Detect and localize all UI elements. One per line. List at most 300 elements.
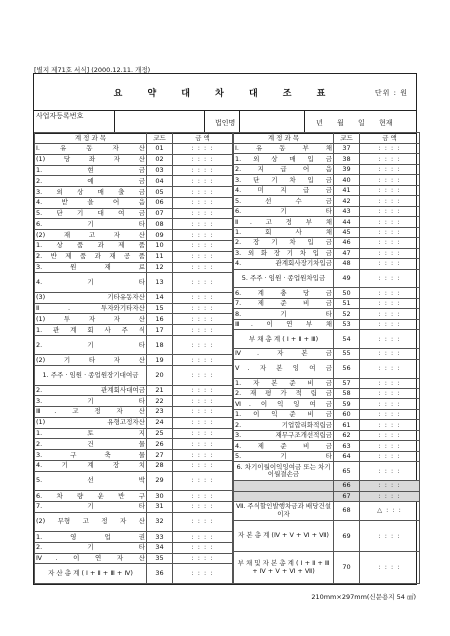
amount-field[interactable]: : : : : — [173, 187, 233, 198]
amount-field[interactable]: : : : : — [360, 206, 420, 216]
table-row — [35, 154, 233, 165]
account-code: 40 — [334, 175, 360, 185]
table-row — [35, 165, 233, 176]
table-row — [35, 241, 233, 252]
table-row — [35, 450, 233, 461]
account-code: 38 — [334, 154, 360, 164]
account-name: 4. 받 을 어 음 — [36, 198, 145, 207]
table-row — [234, 164, 420, 174]
table-row — [234, 206, 420, 216]
account-name: Ⅱ. 고 정 부 채 — [235, 217, 332, 226]
account-header: 계 정 과 목 — [35, 133, 147, 144]
account-name — [234, 481, 334, 491]
account-name: 4. 미 지 급 금 — [235, 186, 332, 195]
table-row — [234, 309, 420, 319]
account-code: 67 — [334, 491, 360, 501]
account-code: 35 — [147, 553, 173, 564]
amount-field[interactable]: : : : : — [360, 175, 420, 185]
amount-field[interactable]: : : : : — [173, 325, 233, 336]
account-name: 1. 영 업 권 — [36, 532, 145, 541]
business-reg-label: 사업자등록번호 — [36, 112, 84, 120]
table-row — [35, 208, 233, 219]
account-code: 48 — [334, 259, 360, 269]
account-name: Ⅲ. 고 정 자 산 — [36, 407, 145, 416]
table-row — [35, 219, 233, 230]
account-name: 2. 건 물 — [36, 439, 145, 448]
account-code: 46 — [334, 238, 360, 248]
account-name: Ⅵ. 이 익 잉 여 금 — [235, 399, 332, 408]
account-name: 6. 차 량 운 반 구 — [36, 491, 145, 500]
account-name: 1. 자 본 준 비 금 — [235, 378, 332, 387]
table-row — [35, 335, 233, 354]
account-name: Ⅳ. 자 본 금 — [235, 349, 332, 358]
amount-field[interactable]: : : : : — [173, 197, 233, 208]
account-name: 3. 외 상 매 출 금 — [36, 187, 145, 196]
account-name — [234, 491, 334, 501]
account-code: 17 — [147, 325, 173, 336]
amount-field[interactable]: : : : : — [173, 241, 233, 252]
amount-field[interactable]: : : : : — [173, 262, 233, 273]
table-row — [234, 196, 420, 206]
account-name: 1. 현 금 — [36, 165, 145, 174]
account-code: 69 — [334, 520, 360, 551]
amount-field[interactable]: : : : : — [173, 407, 233, 418]
amount-field[interactable]: : : : : — [173, 417, 233, 428]
account-name: Ⅳ. 이 연 자 산 — [36, 554, 145, 563]
account-name: 2. 재 평 가 적 립 금 — [235, 389, 332, 398]
amount-field[interactable]: : : : : — [360, 319, 420, 329]
table-row — [234, 259, 420, 269]
account-name: 2. 관계회사대여금 — [36, 385, 145, 394]
account-name: 2. 기 타 — [35, 335, 147, 354]
account-code: 18 — [147, 335, 173, 354]
table-row — [234, 451, 420, 461]
amount-field[interactable]: : : : : — [173, 144, 233, 155]
account-name: I. 유 동 자 산 — [36, 144, 145, 153]
table-row — [234, 330, 420, 349]
account-name: 2. 기 타 — [36, 543, 145, 552]
account-name: (3) 기타유동자산 — [36, 293, 145, 302]
account-code: 03 — [147, 165, 173, 176]
table-row — [234, 238, 420, 248]
table-row — [234, 359, 420, 378]
account-header: 계 정 과 목 — [234, 133, 334, 144]
account-name: 4. 제 준 비 금 — [235, 441, 332, 450]
corp-name-label: 법인명 — [215, 119, 236, 127]
account-name: 1. 회 사 채 — [235, 227, 332, 236]
info-row — [34, 110, 416, 134]
table-row — [35, 292, 233, 303]
account-code: 24 — [147, 417, 173, 428]
account-name: 부 채 총 계 ( I + Ⅱ + Ⅲ) — [234, 330, 334, 349]
account-code: 58 — [334, 388, 360, 398]
account-name: 1. 이 익 준 비 금 — [235, 410, 332, 419]
table-row — [35, 355, 233, 366]
account-code: 61 — [334, 420, 360, 430]
amount-field[interactable]: : : : : — [173, 303, 233, 314]
amount-header: 금 액 — [173, 133, 233, 144]
amount-field[interactable]: : : : : — [173, 512, 233, 531]
account-name: (1) 당 좌 자 산 — [36, 155, 145, 164]
account-name: I. 유 동 부 채 — [235, 144, 332, 153]
table-row — [234, 248, 420, 258]
amount-field[interactable]: : : : : — [360, 185, 420, 195]
account-name: 1. 외 상 매 입 금 — [235, 154, 332, 163]
table-row — [35, 532, 233, 543]
account-name: (1) 투 자 자 산 — [36, 314, 145, 323]
account-name: Ⅲ. 이 연 부 채 — [235, 320, 332, 329]
account-code: 10 — [147, 241, 173, 252]
account-code: 52 — [334, 309, 360, 319]
amount-field[interactable]: : : : : — [173, 251, 233, 262]
account-name: 3. 단 기 차 입 금 — [235, 175, 332, 184]
account-name: 1. 상 품 과 제 품 — [36, 241, 145, 250]
table-row — [234, 502, 420, 521]
amount-field[interactable]: : : : : — [360, 430, 420, 440]
amount-field[interactable]: : : : : — [360, 552, 420, 584]
columns — [34, 132, 416, 584]
table-row — [234, 227, 420, 237]
account-code: 26 — [147, 439, 173, 450]
table-row — [35, 366, 233, 385]
amount-field[interactable]: : : : : — [360, 259, 420, 269]
table-row — [234, 298, 420, 308]
assets-header-row — [35, 133, 233, 144]
liabilities-header-row — [234, 133, 420, 144]
account-code: 54 — [334, 330, 360, 349]
amount-field[interactable]: : : : : — [360, 451, 420, 461]
table-row — [35, 439, 233, 450]
amount-field[interactable]: : : : : — [360, 269, 420, 288]
account-name: 1. 주주 · 임원 · 종업원장기대여금 — [35, 366, 147, 385]
account-name: (2) 재 고 자 산 — [36, 230, 145, 239]
account-code: 01 — [147, 144, 173, 155]
amount-field[interactable]: : : : : — [360, 520, 420, 551]
amount-field[interactable]: : : : : — [360, 491, 420, 501]
account-name: 7. 제 준 비 금 — [235, 299, 332, 308]
amount-field[interactable]: : : : : — [360, 217, 420, 227]
account-code: 70 — [334, 552, 360, 584]
account-code: 43 — [334, 206, 360, 216]
account-code: 07 — [147, 208, 173, 219]
table-row — [35, 144, 233, 155]
amount-field[interactable]: : : : : — [360, 154, 420, 164]
amount-field[interactable]: : : : : — [173, 564, 233, 584]
amount-field[interactable]: : : : : — [360, 359, 420, 378]
account-code: 62 — [334, 430, 360, 440]
table-row — [35, 564, 233, 584]
account-code: 66 — [334, 481, 360, 491]
amount-field[interactable]: : : : : — [173, 501, 233, 512]
amount-field[interactable]: : : : : — [173, 553, 233, 564]
amount-field[interactable]: : : : : — [173, 491, 233, 502]
table-row — [35, 460, 233, 471]
table-row — [234, 552, 420, 584]
amount-field[interactable]: : : : : — [173, 532, 233, 543]
table-row — [35, 176, 233, 187]
amount-field[interactable]: : : : : — [173, 460, 233, 471]
account-name: 2. 지 급 어 음 — [235, 165, 332, 174]
code-header: 코드 — [334, 133, 360, 144]
account-code: 39 — [334, 164, 360, 174]
table-row — [35, 407, 233, 418]
account-name: 5. 주주 · 임원 · 종업원차입금 — [234, 269, 334, 288]
account-code: 20 — [147, 366, 173, 385]
account-code: 63 — [334, 441, 360, 451]
account-code: 25 — [147, 428, 173, 439]
account-code: 44 — [334, 217, 360, 227]
amount-field[interactable]: : : : : — [173, 165, 233, 176]
account-name: 6. 차기이월이익잉여금 또는 차기이월결손금 — [234, 462, 334, 481]
amount-field[interactable]: : : : : — [173, 385, 233, 396]
amount-field[interactable]: : : : : — [360, 409, 420, 419]
amount-field[interactable]: : : : : — [360, 196, 420, 206]
account-code: 02 — [147, 154, 173, 165]
account-name: (2) 기 타 자 산 — [36, 355, 145, 364]
account-name: Ⅶ. 주식할인발행차금과 배당건설이자 — [234, 502, 334, 521]
account-code: 27 — [147, 450, 173, 461]
account-code: 13 — [147, 273, 173, 292]
balance-sheet-form — [33, 73, 417, 585]
account-code: 37 — [334, 144, 360, 154]
account-code: 53 — [334, 319, 360, 329]
table-row — [234, 491, 420, 501]
account-code: 28 — [147, 460, 173, 471]
amount-field[interactable]: : : : : — [360, 462, 420, 481]
account-code: 41 — [334, 185, 360, 195]
table-row — [234, 288, 420, 298]
table-row — [234, 269, 420, 288]
table-row — [35, 396, 233, 407]
table-row — [35, 553, 233, 564]
amount-field[interactable]: : : : : — [360, 288, 420, 298]
account-code: 12 — [147, 262, 173, 273]
account-name: 2. 장 기 차 입 금 — [235, 238, 332, 247]
account-code: 11 — [147, 251, 173, 262]
account-name: 5. 선 수 금 — [235, 196, 332, 205]
amount-field[interactable]: : : : : — [173, 219, 233, 230]
amount-field[interactable]: : : : : — [360, 399, 420, 409]
account-code: 32 — [147, 512, 173, 531]
table-row — [234, 420, 420, 430]
account-name: 2. 기업합리화적립금 — [235, 420, 332, 429]
amount-field[interactable]: : : : : — [360, 227, 420, 237]
table-row — [234, 481, 420, 491]
paper-size-footer: 210mm×297mm(신문용지 54 ㎠) — [311, 593, 416, 601]
amount-field[interactable]: : : : : — [173, 428, 233, 439]
account-name: 2. 반 제 품 과 재 공 품 — [36, 252, 145, 261]
table-row — [35, 187, 233, 198]
table-row — [234, 409, 420, 419]
table-row — [35, 230, 233, 241]
table-row — [35, 385, 233, 396]
account-name: 1. 관 계 회 사 주 식 — [36, 325, 145, 334]
account-code: 59 — [334, 399, 360, 409]
account-code: 31 — [147, 501, 173, 512]
account-code: 49 — [334, 269, 360, 288]
account-code: 08 — [147, 219, 173, 230]
amount-field[interactable]: : : : : — [173, 366, 233, 385]
table-row — [35, 512, 233, 531]
account-name: 4. 기 타 — [35, 273, 147, 292]
date-label: 년 월 일 현재 — [316, 119, 393, 127]
amount-field[interactable]: : : : : — [360, 441, 420, 451]
account-name: 3. 외 화 장 기 차 입 금 — [235, 248, 332, 257]
table-row — [234, 175, 420, 185]
account-code: 60 — [334, 409, 360, 419]
table-row — [35, 501, 233, 512]
account-name: 3. 구 축 물 — [36, 450, 145, 459]
account-code: 36 — [147, 564, 173, 584]
liabilities-column — [233, 132, 419, 584]
amount-field[interactable]: : : : : — [173, 396, 233, 407]
account-code: 23 — [147, 407, 173, 418]
table-row — [35, 273, 233, 292]
amount-field[interactable]: : : : : — [360, 330, 420, 349]
amount-field[interactable]: : : : : — [173, 230, 233, 241]
amount-field[interactable]: : : : : — [360, 309, 420, 319]
amount-field[interactable]: : : : : — [173, 439, 233, 450]
table-row — [35, 197, 233, 208]
table-row — [35, 303, 233, 314]
amount-field[interactable]: : : : : — [360, 248, 420, 258]
table-row — [234, 349, 420, 359]
account-name: 3. 원 재 료 — [36, 262, 145, 271]
account-code: 57 — [334, 378, 360, 388]
table-row — [234, 154, 420, 164]
account-name: 3. 재무구조개선적립금 — [235, 431, 332, 440]
account-code: 47 — [334, 248, 360, 258]
amount-field[interactable]: : : : : — [173, 450, 233, 461]
assets-table — [34, 132, 233, 584]
form-header — [34, 74, 416, 110]
account-name: 5. 기 타 — [235, 452, 332, 461]
table-row — [234, 319, 420, 329]
account-name: 6. 계 충 당 금 — [235, 288, 332, 297]
account-code: 55 — [334, 349, 360, 359]
account-name: 4. 기 계 장 치 — [36, 461, 145, 470]
account-code: 30 — [147, 491, 173, 502]
table-row — [234, 462, 420, 481]
amount-field[interactable]: : : : : — [360, 238, 420, 248]
amount-field[interactable]: : : : : — [360, 164, 420, 174]
account-name: (2) 무형 고 정 자 산 — [35, 512, 147, 531]
table-row — [234, 388, 420, 398]
table-row — [234, 378, 420, 388]
amount-field[interactable]: : : : : — [360, 144, 420, 154]
account-name: 6. 기 타 — [36, 219, 145, 228]
account-code: 34 — [147, 542, 173, 553]
table-row — [234, 185, 420, 195]
table-row — [234, 144, 420, 154]
amount-field[interactable]: : : : : — [173, 273, 233, 292]
table-row — [35, 471, 233, 490]
account-code: 09 — [147, 230, 173, 241]
table-row — [35, 491, 233, 502]
account-code: 56 — [334, 359, 360, 378]
table-row — [234, 441, 420, 451]
amount-field[interactable]: △ : : : — [360, 502, 420, 521]
account-code: 15 — [147, 303, 173, 314]
table-row — [35, 542, 233, 553]
account-name: 2. 예 금 — [36, 176, 145, 185]
amount-field[interactable]: : : : : — [173, 542, 233, 553]
account-name: 자 산 총 계 ( I + Ⅱ + Ⅲ + Ⅳ) — [35, 564, 147, 584]
account-code: 42 — [334, 196, 360, 206]
amount-field[interactable]: : : : : — [360, 420, 420, 430]
table-row — [35, 314, 233, 325]
liabilities-table — [233, 132, 420, 584]
account-name: 4. 관계회사장기차입금 — [235, 259, 332, 268]
account-code: 68 — [334, 502, 360, 521]
amount-field[interactable]: : : : : — [173, 154, 233, 165]
assets-column — [34, 132, 233, 584]
table-row — [234, 430, 420, 440]
amount-field[interactable]: : : : : — [173, 355, 233, 366]
account-code: 33 — [147, 532, 173, 543]
account-name: Ⅱ. 투자와기타자산 — [36, 303, 145, 312]
account-name: 자 본 총 계 (Ⅳ + Ⅴ + Ⅵ + Ⅶ) — [234, 520, 334, 551]
amount-field[interactable]: : : : : — [360, 388, 420, 398]
account-code: 22 — [147, 396, 173, 407]
account-name: 3. 기 타 — [36, 396, 145, 405]
account-name: 5. 단 기 대 여 금 — [36, 209, 145, 218]
account-code: 65 — [334, 462, 360, 481]
table-row — [35, 417, 233, 428]
amount-field[interactable]: : : : : — [173, 292, 233, 303]
account-name: Ⅴ. 자 본 잉 여 금 — [234, 359, 334, 378]
account-name: 8. 기 타 — [235, 309, 332, 318]
account-code: 45 — [334, 227, 360, 237]
table-row — [234, 399, 420, 409]
account-code: 19 — [147, 355, 173, 366]
amount-field[interactable]: : : : : — [360, 349, 420, 359]
code-header: 코드 — [147, 133, 173, 144]
account-code: 50 — [334, 288, 360, 298]
table-row — [234, 217, 420, 227]
account-code: 06 — [147, 197, 173, 208]
amount-field[interactable]: : : : : — [360, 378, 420, 388]
account-code: 21 — [147, 385, 173, 396]
account-code: 16 — [147, 314, 173, 325]
amount-field[interactable]: : : : : — [173, 471, 233, 490]
form-caption: [별지 제71호 서식] (2000.12.11. 개정) — [34, 66, 151, 74]
account-name: 5. 선 박 — [35, 471, 147, 490]
amount-field[interactable]: : : : : — [173, 335, 233, 354]
amount-field[interactable]: : : : : — [173, 314, 233, 325]
account-name: (1) 유형고정자산 — [36, 418, 145, 427]
unit-label: 단위 : 원 — [374, 89, 408, 97]
account-code: 51 — [334, 298, 360, 308]
account-code: 64 — [334, 451, 360, 461]
account-code: 04 — [147, 176, 173, 187]
table-row — [35, 251, 233, 262]
table-row — [35, 428, 233, 439]
account-name: 1. 토 지 — [36, 429, 145, 438]
amount-field[interactable]: : : : : — [360, 481, 420, 491]
account-name: 7. 기 타 — [36, 502, 145, 511]
amount-field[interactable]: : : : : — [360, 298, 420, 308]
table-row — [35, 262, 233, 273]
account-code: 14 — [147, 292, 173, 303]
amount-field[interactable]: : : : : — [173, 176, 233, 187]
table-row — [35, 325, 233, 336]
amount-header: 금 액 — [360, 133, 420, 144]
account-name: 6. 기 타 — [235, 207, 332, 216]
amount-field[interactable]: : : : : — [173, 208, 233, 219]
account-name: 부 채 및 자 본 총 계 ( I + Ⅱ + Ⅲ + Ⅳ + Ⅴ + Ⅵ + Ⅶ) — [234, 552, 334, 584]
table-row — [234, 520, 420, 551]
